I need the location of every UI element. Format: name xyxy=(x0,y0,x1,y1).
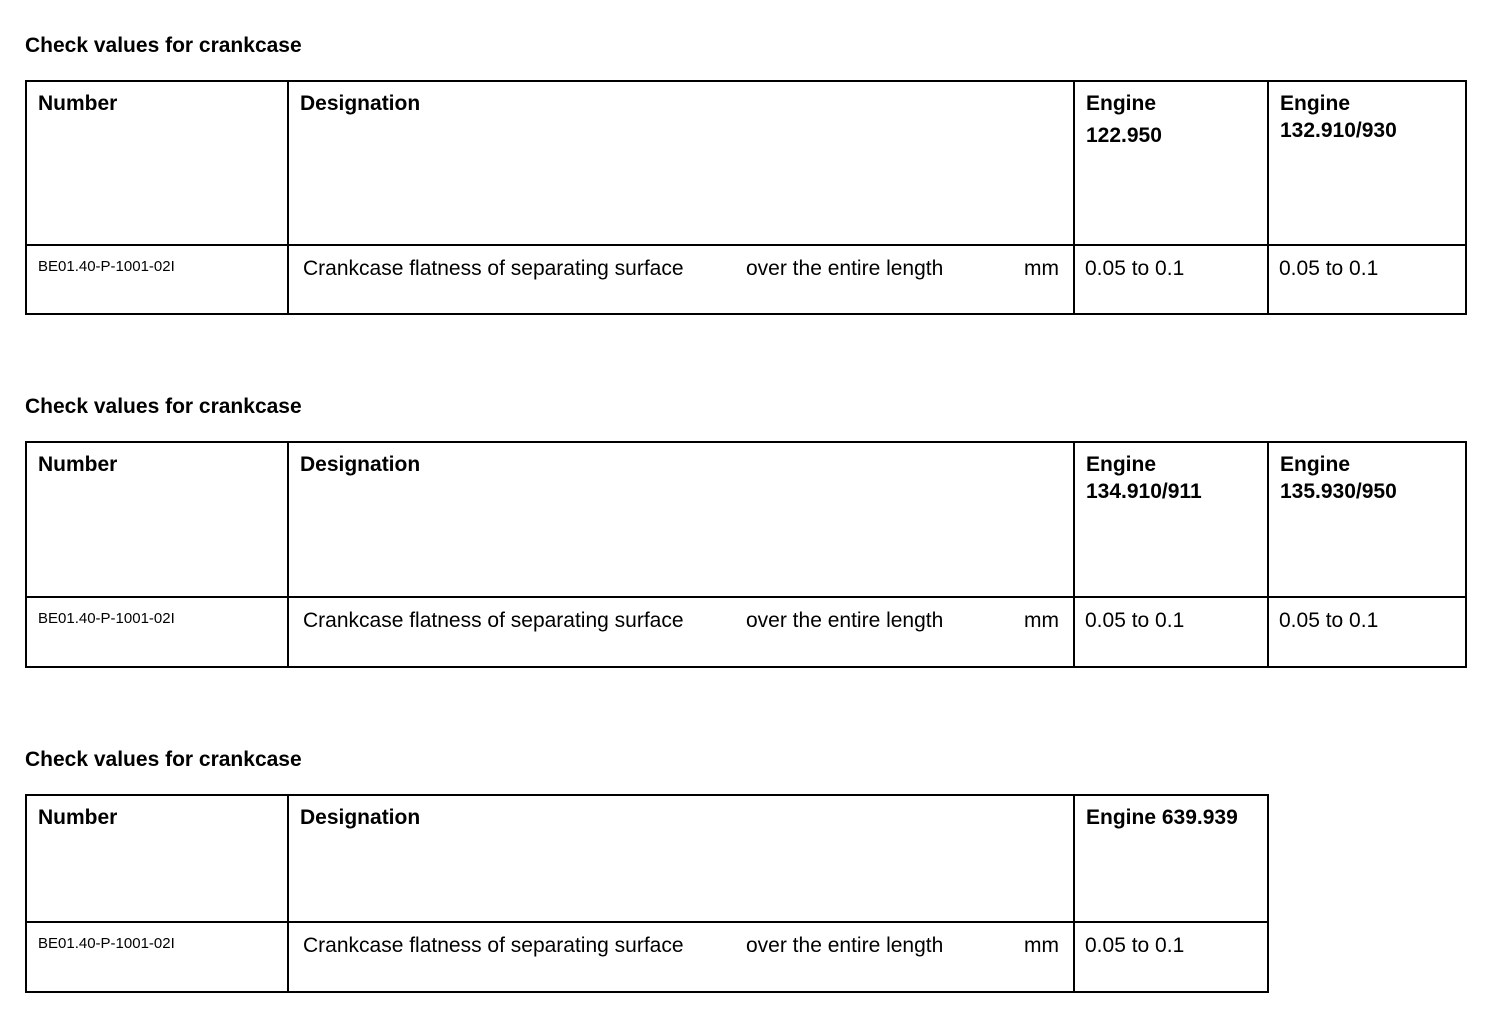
designation-text: Crankcase flatness of separating surface xyxy=(303,609,684,632)
check-values-section-1 xyxy=(25,34,1397,280)
unit-text: mm xyxy=(1024,257,1059,280)
header-engine xyxy=(1268,81,1466,245)
check-values-table xyxy=(25,80,1467,315)
row-number: BE01.40-P-1001-02I xyxy=(26,922,288,992)
check-values-section-3 xyxy=(25,748,1238,957)
engine-label: Engine xyxy=(1086,453,1157,476)
value-cell: 0.05 to 0.1 xyxy=(1074,597,1268,667)
header-number: Number xyxy=(26,795,288,922)
check-values-table xyxy=(25,441,1467,668)
header-designation: Designation xyxy=(288,81,1074,245)
engine-label: Engine xyxy=(1086,92,1157,115)
condition-text: over the entire length xyxy=(746,934,944,957)
unit-text: mm xyxy=(1024,609,1059,632)
engine-model: 135.930/950 xyxy=(1280,480,1397,503)
header-engine xyxy=(1074,442,1268,597)
condition-text: over the entire length xyxy=(746,257,944,280)
engine-model: 134.910/911 xyxy=(1086,480,1202,503)
engine-label: Engine xyxy=(1280,453,1351,476)
value-cell: 0.05 to 0.1 xyxy=(1268,597,1466,667)
designation-text: Crankcase flatness of separating surface xyxy=(303,934,684,957)
header-number: Number xyxy=(26,81,288,245)
section-title: Check values for crankcase xyxy=(25,34,302,57)
header-designation: Designation xyxy=(288,795,1074,922)
header-number: Number xyxy=(26,442,288,597)
section-title: Check values for crankcase xyxy=(25,748,302,771)
unit-text: mm xyxy=(1024,934,1059,957)
header-engine: Engine 639.939 xyxy=(1074,795,1268,922)
row-number: BE01.40-P-1001-02I xyxy=(26,597,288,667)
row-number: BE01.40-P-1001-02I xyxy=(26,245,288,314)
engine-model: 122.950 xyxy=(1086,124,1162,147)
value-cell: 0.05 to 0.1 xyxy=(1074,245,1268,314)
check-values-table xyxy=(25,794,1269,993)
header-engine xyxy=(1074,81,1268,245)
engine-label: Engine xyxy=(1280,92,1351,115)
check-values-section-2 xyxy=(25,395,1397,632)
condition-text: over the entire length xyxy=(746,609,944,632)
row-designation xyxy=(288,922,1074,992)
value-cell: 0.05 to 0.1 xyxy=(1268,245,1466,314)
section-title: Check values for crankcase xyxy=(25,395,302,418)
engine-model: 132.910/930 xyxy=(1280,119,1397,142)
row-designation xyxy=(288,245,1074,314)
header-designation: Designation xyxy=(288,442,1074,597)
value-cell: 0.05 to 0.1 xyxy=(1074,922,1268,992)
header-engine xyxy=(1268,442,1466,597)
designation-text: Crankcase flatness of separating surface xyxy=(303,257,684,280)
row-designation xyxy=(288,597,1074,667)
